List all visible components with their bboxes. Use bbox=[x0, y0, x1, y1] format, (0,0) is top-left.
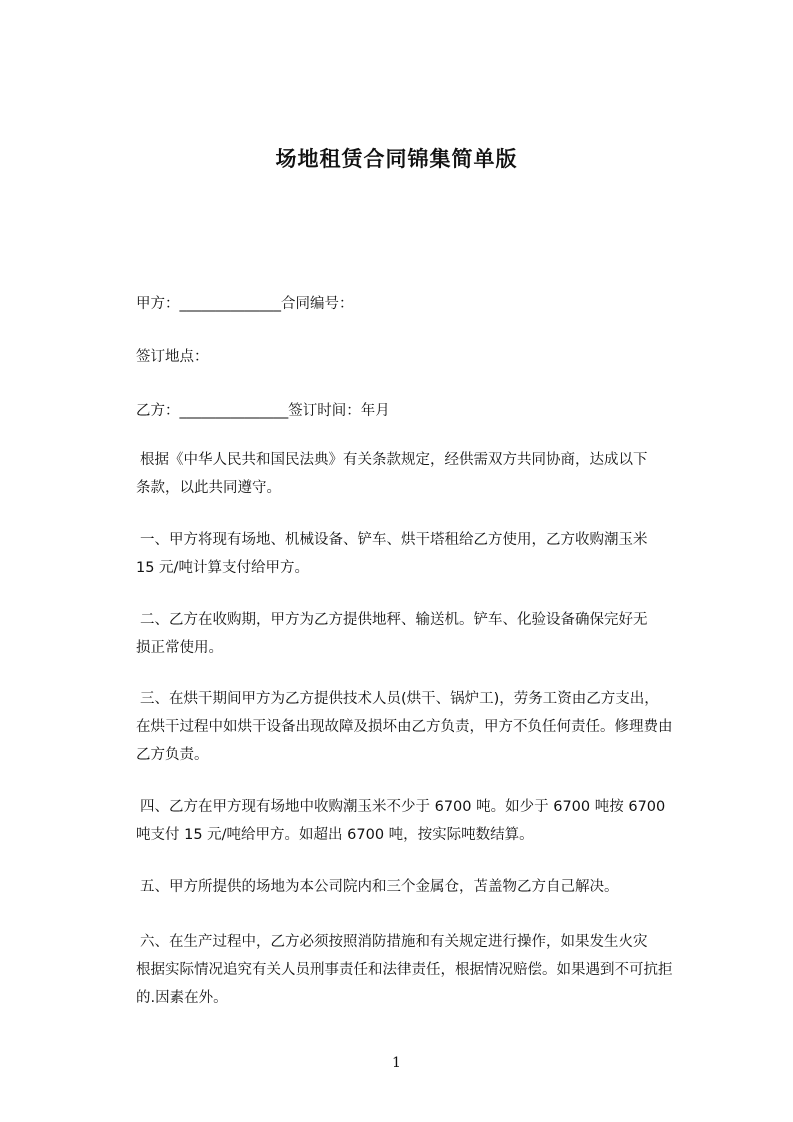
clause-line: 一、甲方将现有场地、机械设备、铲车、烘干塔租给乙方使用，乙方收购潮玉米 bbox=[140, 532, 648, 548]
party-a-line: 甲方：______________合同编号： bbox=[136, 296, 354, 312]
page-number: 1 bbox=[392, 1055, 401, 1071]
clause-5 bbox=[136, 873, 708, 901]
clause-line: 四、乙方在甲方现有场地中收购潮玉米不少于 6700 吨。如少于 6700 吨按 6700 bbox=[140, 799, 666, 815]
clause-line: 根据《中华人民共和国民法典》有关条款规定，经供需双方共同协商，达成以下 bbox=[140, 452, 648, 468]
clause-line: 吨支付 15 元/吨给甲方。如超出 6700 吨，按实际吨数结算。 bbox=[136, 827, 534, 843]
clause-line: 乙方负责。 bbox=[136, 747, 209, 763]
clause-line: 五、甲方所提供的场地为本公司院内和三个金属仓，苫盖物乙方自己解决。 bbox=[140, 879, 619, 895]
clause-line: 损正常使用。 bbox=[136, 640, 223, 656]
clause-3 bbox=[136, 685, 708, 769]
clause-line: 在烘干过程中如烘干设备出现故障及损坏由乙方负责，甲方不负任何责任。修理费由 bbox=[136, 719, 673, 735]
party-b-line: 乙方：_______________签订时间：年月 bbox=[136, 403, 390, 419]
clause-6 bbox=[136, 928, 708, 1012]
clause-line: 三、在烘干期间甲方为乙方提供技术人员(烘干、锅炉工)，劳务工资由乙方支出， bbox=[140, 691, 659, 707]
signing-location-line: 签订地点： bbox=[136, 349, 209, 365]
clause-line: 二、乙方在收购期，甲方为乙方提供地秤、输送机。铲车、化验设备确保完好无 bbox=[140, 612, 648, 628]
document-title: 场地租赁合同锦集简单版 bbox=[275, 147, 518, 171]
clause-line: 的.因素在外。 bbox=[136, 990, 228, 1006]
clause-2 bbox=[136, 606, 708, 662]
clause-intro bbox=[136, 446, 708, 502]
clause-line: 条款，以此共同遵守。 bbox=[136, 480, 281, 496]
clause-line: 六、在生产过程中，乙方必须按照消防措施和有关规定进行操作，如果发生火灾 bbox=[140, 934, 648, 950]
clause-4 bbox=[136, 793, 708, 849]
clause-1 bbox=[136, 526, 708, 582]
clause-line: 根据实际情况追究有关人员刑事责任和法律责任，根据情况赔偿。如果遇到不可抗拒 bbox=[136, 962, 673, 978]
clause-line: 15 元/吨计算支付给甲方。 bbox=[136, 560, 309, 576]
